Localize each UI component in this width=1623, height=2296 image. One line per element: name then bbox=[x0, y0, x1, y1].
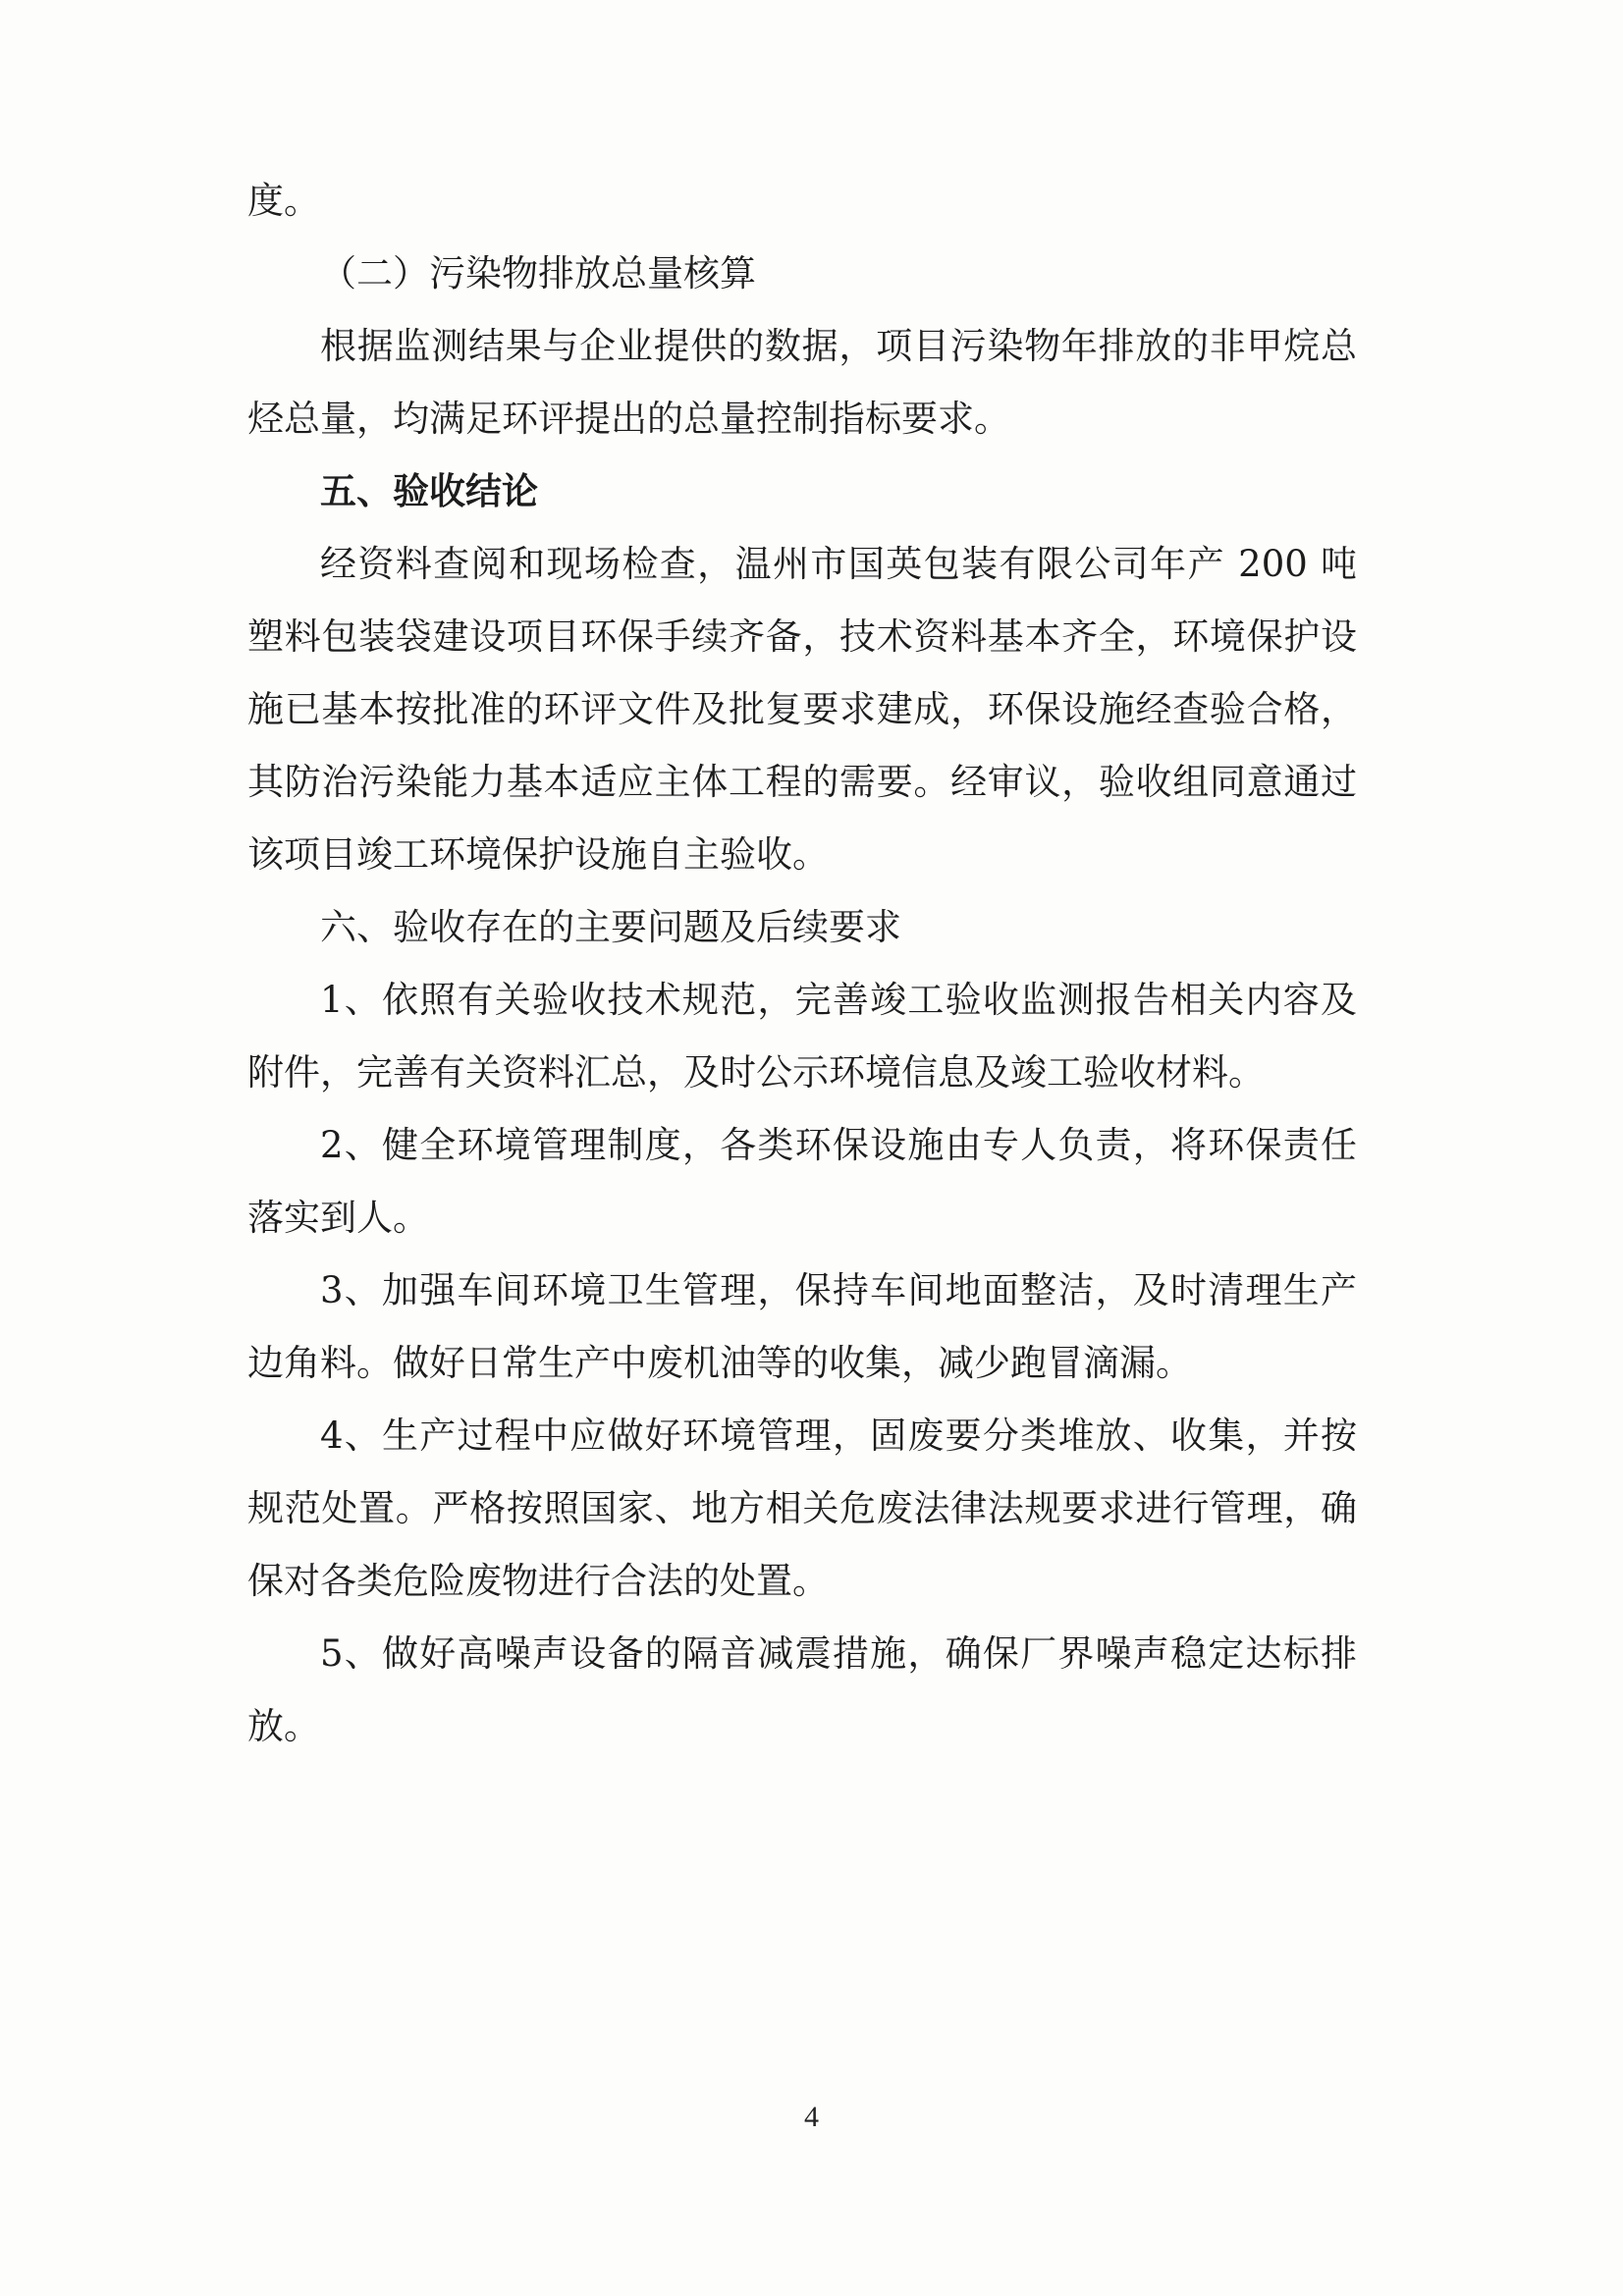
paragraph-line: 烃总量，均满足环评提出的总量控制指标要求。 bbox=[247, 398, 1010, 440]
list-item-line: 3、加强车间环境卫生管理，保持车间地面整洁，及时清理生产 bbox=[320, 1269, 1357, 1311]
paragraph-line: 该项目竣工环境保护设施自主验收。 bbox=[247, 833, 829, 876]
list-item-line: 附件，完善有关资料汇总，及时公示环境信息及竣工验收材料。 bbox=[247, 1051, 1265, 1094]
list-item-line: 放。 bbox=[247, 1705, 320, 1747]
section-heading-pollutant-total: （二）污染物排放总量核算 bbox=[320, 252, 756, 294]
paragraph-line: 施已基本按批准的环评文件及批复要求建成，环保设施经查验合格， bbox=[247, 688, 1357, 730]
list-item-line: 规范处置。严格按照国家、地方相关危废法律法规要求进行管理，确 bbox=[247, 1487, 1357, 1529]
list-item-line: 落实到人。 bbox=[247, 1197, 429, 1239]
list-item-line: 2、健全环境管理制度，各类环保设施由专人负责，将环保责任 bbox=[320, 1124, 1357, 1166]
section-heading-issues: 六、验收存在的主要问题及后续要求 bbox=[320, 906, 901, 948]
paragraph-line: 其防治污染能力基本适应主体工程的需要。经审议，验收组同意通过 bbox=[247, 761, 1357, 803]
list-item-line: 5、做好高噪声设备的隔音减震措施，确保厂界噪声稳定达标排 bbox=[320, 1632, 1357, 1675]
list-item-line: 4、生产过程中应做好环境管理，固废要分类堆放、收集，并按 bbox=[320, 1415, 1357, 1457]
page-number: 4 bbox=[804, 2101, 819, 2133]
document-body bbox=[247, 165, 1357, 1763]
paragraph-line: 根据监测结果与企业提供的数据，项目污染物年排放的非甲烷总 bbox=[320, 325, 1357, 367]
list-item-line: 边角料。做好日常生产中废机油等的收集，减少跑冒滴漏。 bbox=[247, 1342, 1192, 1384]
paragraph-line: 经资料查阅和现场检查，温州市国英包装有限公司年产 200 吨 bbox=[320, 543, 1357, 585]
paragraph-line: 度。 bbox=[247, 180, 320, 222]
paragraph-line: 塑料包装袋建设项目环保手续齐备，技术资料基本齐全，环境保护设 bbox=[247, 615, 1357, 658]
list-item-line: 1、依照有关验收技术规范，完善竣工验收监测报告相关内容及 bbox=[320, 979, 1357, 1021]
section-heading-conclusion: 五、验收结论 bbox=[320, 470, 538, 512]
list-item-line: 保对各类危险废物进行合法的处置。 bbox=[247, 1560, 829, 1602]
